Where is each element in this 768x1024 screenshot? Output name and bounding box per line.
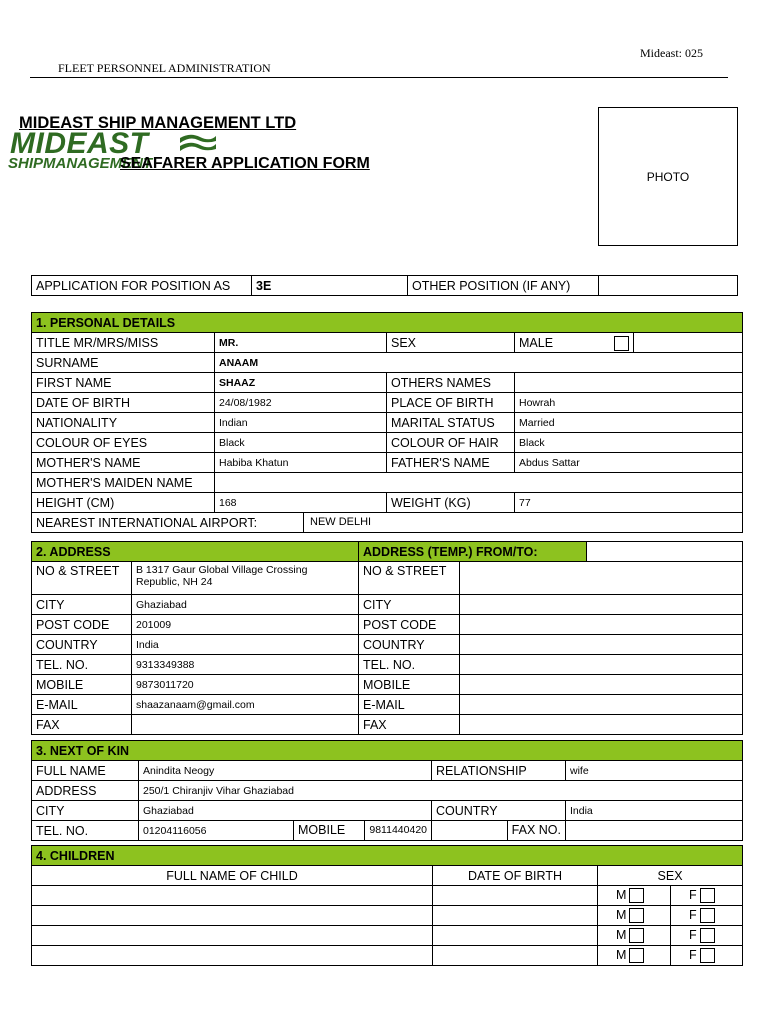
child-sex-m xyxy=(598,886,671,906)
sex-f-checkbox[interactable] xyxy=(700,948,715,963)
sex-f-label: F xyxy=(689,887,697,902)
kin-country-label: COUNTRY xyxy=(432,801,566,821)
kin-relationship-label: RELATIONSHIP xyxy=(432,761,566,781)
mobile-label: MOBILE xyxy=(32,675,132,695)
city-label: CITY xyxy=(32,595,132,615)
child-name-field[interactable] xyxy=(32,906,433,926)
child-row xyxy=(32,946,743,966)
title-label: TITLE MR/MRS/MISS xyxy=(32,333,215,353)
kin-mobile-cell xyxy=(294,821,432,841)
child-dob-field[interactable] xyxy=(433,906,598,926)
kin-mobile-label: MOBILE xyxy=(294,821,365,840)
temp-mobile-value[interactable] xyxy=(460,675,743,695)
department-label: FLEET PERSONNEL ADMINISTRATION xyxy=(58,61,271,75)
child-name-header: FULL NAME OF CHILD xyxy=(32,866,433,886)
sex-m-checkbox[interactable] xyxy=(629,908,644,923)
other-position-label: OTHER POSITION (IF ANY) xyxy=(408,276,599,296)
street-label: NO & STREET xyxy=(32,562,132,595)
sex-value: MALE xyxy=(519,335,554,350)
sex-male-option[interactable] xyxy=(515,333,634,353)
hair-value[interactable]: Black xyxy=(515,433,743,453)
sex-f-checkbox[interactable] xyxy=(700,908,715,923)
sex-m-label: M xyxy=(616,907,627,922)
male-checkbox[interactable] xyxy=(614,336,629,351)
temp-street-label: NO & STREET xyxy=(359,562,460,595)
kin-address-value[interactable]: 250/1 Chiranjiv Vihar Ghaziabad xyxy=(139,781,743,801)
sex-m-label: M xyxy=(616,887,627,902)
pob-label: PLACE OF BIRTH xyxy=(387,393,515,413)
airport-value[interactable]: NEW DELHI xyxy=(310,516,372,528)
logo-wordmark-bottom: SHIPMANAGEMENT xyxy=(8,155,153,172)
child-row xyxy=(32,926,743,946)
temp-email-label: E-MAIL xyxy=(359,695,460,715)
position-value[interactable]: 3E xyxy=(252,276,408,296)
temp-country-label: COUNTRY xyxy=(359,635,460,655)
email-value[interactable]: shaazanaam@gmail.com xyxy=(132,695,359,715)
child-sex-f xyxy=(671,926,743,946)
title-value[interactable]: MR. xyxy=(215,333,387,353)
first-name-value[interactable]: SHAAZ xyxy=(215,373,387,393)
logo-wordmark-top: MIDEAST xyxy=(10,127,149,160)
personal-details-table xyxy=(31,312,743,533)
surname-label: SURNAME xyxy=(32,353,215,373)
kin-tel-label: TEL. NO. xyxy=(32,821,139,841)
kin-address-label: ADDRESS xyxy=(32,781,139,801)
nationality-label: NATIONALITY xyxy=(32,413,215,433)
child-sex-m xyxy=(598,946,671,966)
sex-f-checkbox[interactable] xyxy=(700,888,715,903)
temp-country-value[interactable] xyxy=(460,635,743,655)
sex-m-checkbox[interactable] xyxy=(629,928,644,943)
marital-value[interactable]: Married xyxy=(515,413,743,433)
mother-name-label: MOTHER'S NAME xyxy=(32,453,215,473)
section-address-title: 2. ADDRESS xyxy=(32,542,359,562)
temp-tel-value[interactable] xyxy=(460,655,743,675)
post-code-value[interactable]: 201009 xyxy=(132,615,359,635)
surname-value[interactable]: ANAAM xyxy=(215,353,743,373)
child-dob-field[interactable] xyxy=(433,946,598,966)
child-row xyxy=(32,886,743,906)
child-dob-field[interactable] xyxy=(433,926,598,946)
temp-mobile-label: MOBILE xyxy=(359,675,460,695)
other-names-label: OTHERS NAMES xyxy=(387,373,515,393)
form-reference: Mideast: 025 xyxy=(640,46,703,60)
company-name: MIDEAST SHIP MANAGEMENT LTD xyxy=(19,114,297,132)
airport-label: NEAREST INTERNATIONAL AIRPORT: xyxy=(36,515,258,530)
post-code-label: POST CODE xyxy=(32,615,132,635)
tel-label: TEL. NO. xyxy=(32,655,132,675)
section-kin-title: 3. NEXT OF KIN xyxy=(32,741,743,761)
logo-wave-icon xyxy=(178,132,218,154)
temp-email-value[interactable] xyxy=(460,695,743,715)
maiden-name-value[interactable] xyxy=(215,473,743,493)
child-name-field[interactable] xyxy=(32,946,433,966)
weight-label: WEIGHT (KG) xyxy=(387,493,515,513)
child-sex-f xyxy=(671,946,743,966)
child-sex-f xyxy=(671,886,743,906)
next-of-kin-table xyxy=(31,740,743,841)
kin-relationship-value[interactable]: wife xyxy=(566,761,743,781)
nationality-value[interactable]: Indian xyxy=(215,413,387,433)
tel-value[interactable]: 9313349388 xyxy=(132,655,359,675)
sex-m-label: M xyxy=(616,927,627,942)
maiden-name-label: MOTHER'S MAIDEN NAME xyxy=(32,473,215,493)
eyes-value[interactable]: Black xyxy=(215,433,387,453)
child-row xyxy=(32,906,743,926)
kin-city-label: CITY xyxy=(32,801,139,821)
sex-m-checkbox[interactable] xyxy=(629,948,644,963)
city-value[interactable]: Ghaziabad xyxy=(132,595,359,615)
child-sex-f xyxy=(671,906,743,926)
fax-value[interactable] xyxy=(132,715,359,735)
child-name-field[interactable] xyxy=(32,926,433,946)
height-label: HEIGHT (CM) xyxy=(32,493,215,513)
kin-fax-label: FAX NO. xyxy=(511,823,561,837)
photo-label: PHOTO xyxy=(646,169,690,184)
kin-name-label: FULL NAME xyxy=(32,761,139,781)
temp-post-code-label: POST CODE xyxy=(359,615,460,635)
child-dob-header: DATE OF BIRTH xyxy=(433,866,598,886)
marital-label: MARITAL STATUS xyxy=(387,413,515,433)
form-title: SEAFARER APPLICATION FORM xyxy=(120,155,370,172)
height-value[interactable]: 168 xyxy=(215,493,387,513)
child-sex-m xyxy=(598,926,671,946)
child-sex-m xyxy=(598,906,671,926)
header-rule xyxy=(30,77,728,78)
sex-f-label: F xyxy=(689,947,697,962)
kin-name-value[interactable]: Anindita Neogy xyxy=(139,761,432,781)
temp-address-dates[interactable] xyxy=(587,542,743,562)
children-table xyxy=(31,845,743,966)
position-table xyxy=(31,275,738,296)
temp-tel-label: TEL. NO. xyxy=(359,655,460,675)
section-children-title: 4. CHILDREN xyxy=(32,846,743,866)
kin-country-value[interactable]: India xyxy=(566,801,743,821)
sex-f-label: F xyxy=(689,907,697,922)
address-table xyxy=(31,541,743,735)
kin-city-value[interactable]: Ghaziabad xyxy=(139,801,432,821)
kin-fax-value[interactable] xyxy=(566,821,743,841)
email-label: E-MAIL xyxy=(32,695,132,715)
temp-city-label: CITY xyxy=(359,595,460,615)
mother-name-value[interactable]: Habiba Khatun xyxy=(215,453,387,473)
kin-mobile-cont xyxy=(432,821,566,841)
airport-row xyxy=(32,513,743,533)
sex-label: SEX xyxy=(387,333,515,353)
sex-f-checkbox[interactable] xyxy=(700,928,715,943)
other-position-value[interactable] xyxy=(599,276,738,296)
kin-mobile-value[interactable]: 9811440420 xyxy=(369,824,427,836)
child-sex-header: SEX xyxy=(598,866,743,886)
country-value[interactable]: India xyxy=(132,635,359,655)
dob-label: DATE OF BIRTH xyxy=(32,393,215,413)
section-personal-title: 1. PERSONAL DETAILS xyxy=(32,313,743,333)
country-label: COUNTRY xyxy=(32,635,132,655)
pob-value[interactable]: Howrah xyxy=(515,393,743,413)
child-name-field[interactable] xyxy=(32,886,433,906)
other-names-value[interactable] xyxy=(515,373,743,393)
father-name-value[interactable]: Abdus Sattar xyxy=(515,453,743,473)
sex-extra-cell xyxy=(634,333,743,353)
hair-label: COLOUR OF HAIR xyxy=(387,433,515,453)
father-name-label: FATHER'S NAME xyxy=(387,453,515,473)
sex-m-label: M xyxy=(616,947,627,962)
temp-fax-label: FAX xyxy=(359,715,460,735)
dob-value[interactable]: 24/08/1982 xyxy=(215,393,387,413)
kin-tel-value[interactable]: 01204116056 xyxy=(139,821,294,841)
street-value[interactable]: B 1317 Gaur Global Village Crossing Republic, NH 24 xyxy=(132,562,359,595)
position-label: APPLICATION FOR POSITION AS xyxy=(32,276,252,296)
airport-divider xyxy=(303,513,304,532)
sex-f-label: F xyxy=(689,927,697,942)
sex-m-checkbox[interactable] xyxy=(629,888,644,903)
kin-mobile-spacer xyxy=(432,821,508,840)
fax-label: FAX xyxy=(32,715,132,735)
temp-fax-value[interactable] xyxy=(460,715,743,735)
section-temp-address-title: ADDRESS (TEMP.) FROM/TO: xyxy=(359,542,587,562)
photo-box xyxy=(598,107,738,246)
weight-value[interactable]: 77 xyxy=(515,493,743,513)
temp-post-code-value[interactable] xyxy=(460,615,743,635)
child-dob-field[interactable] xyxy=(433,886,598,906)
temp-street-value[interactable] xyxy=(460,562,743,595)
mobile-value[interactable]: 9873011720 xyxy=(132,675,359,695)
eyes-label: COLOUR OF EYES xyxy=(32,433,215,453)
temp-city-value[interactable] xyxy=(460,595,743,615)
first-name-label: FIRST NAME xyxy=(32,373,215,393)
